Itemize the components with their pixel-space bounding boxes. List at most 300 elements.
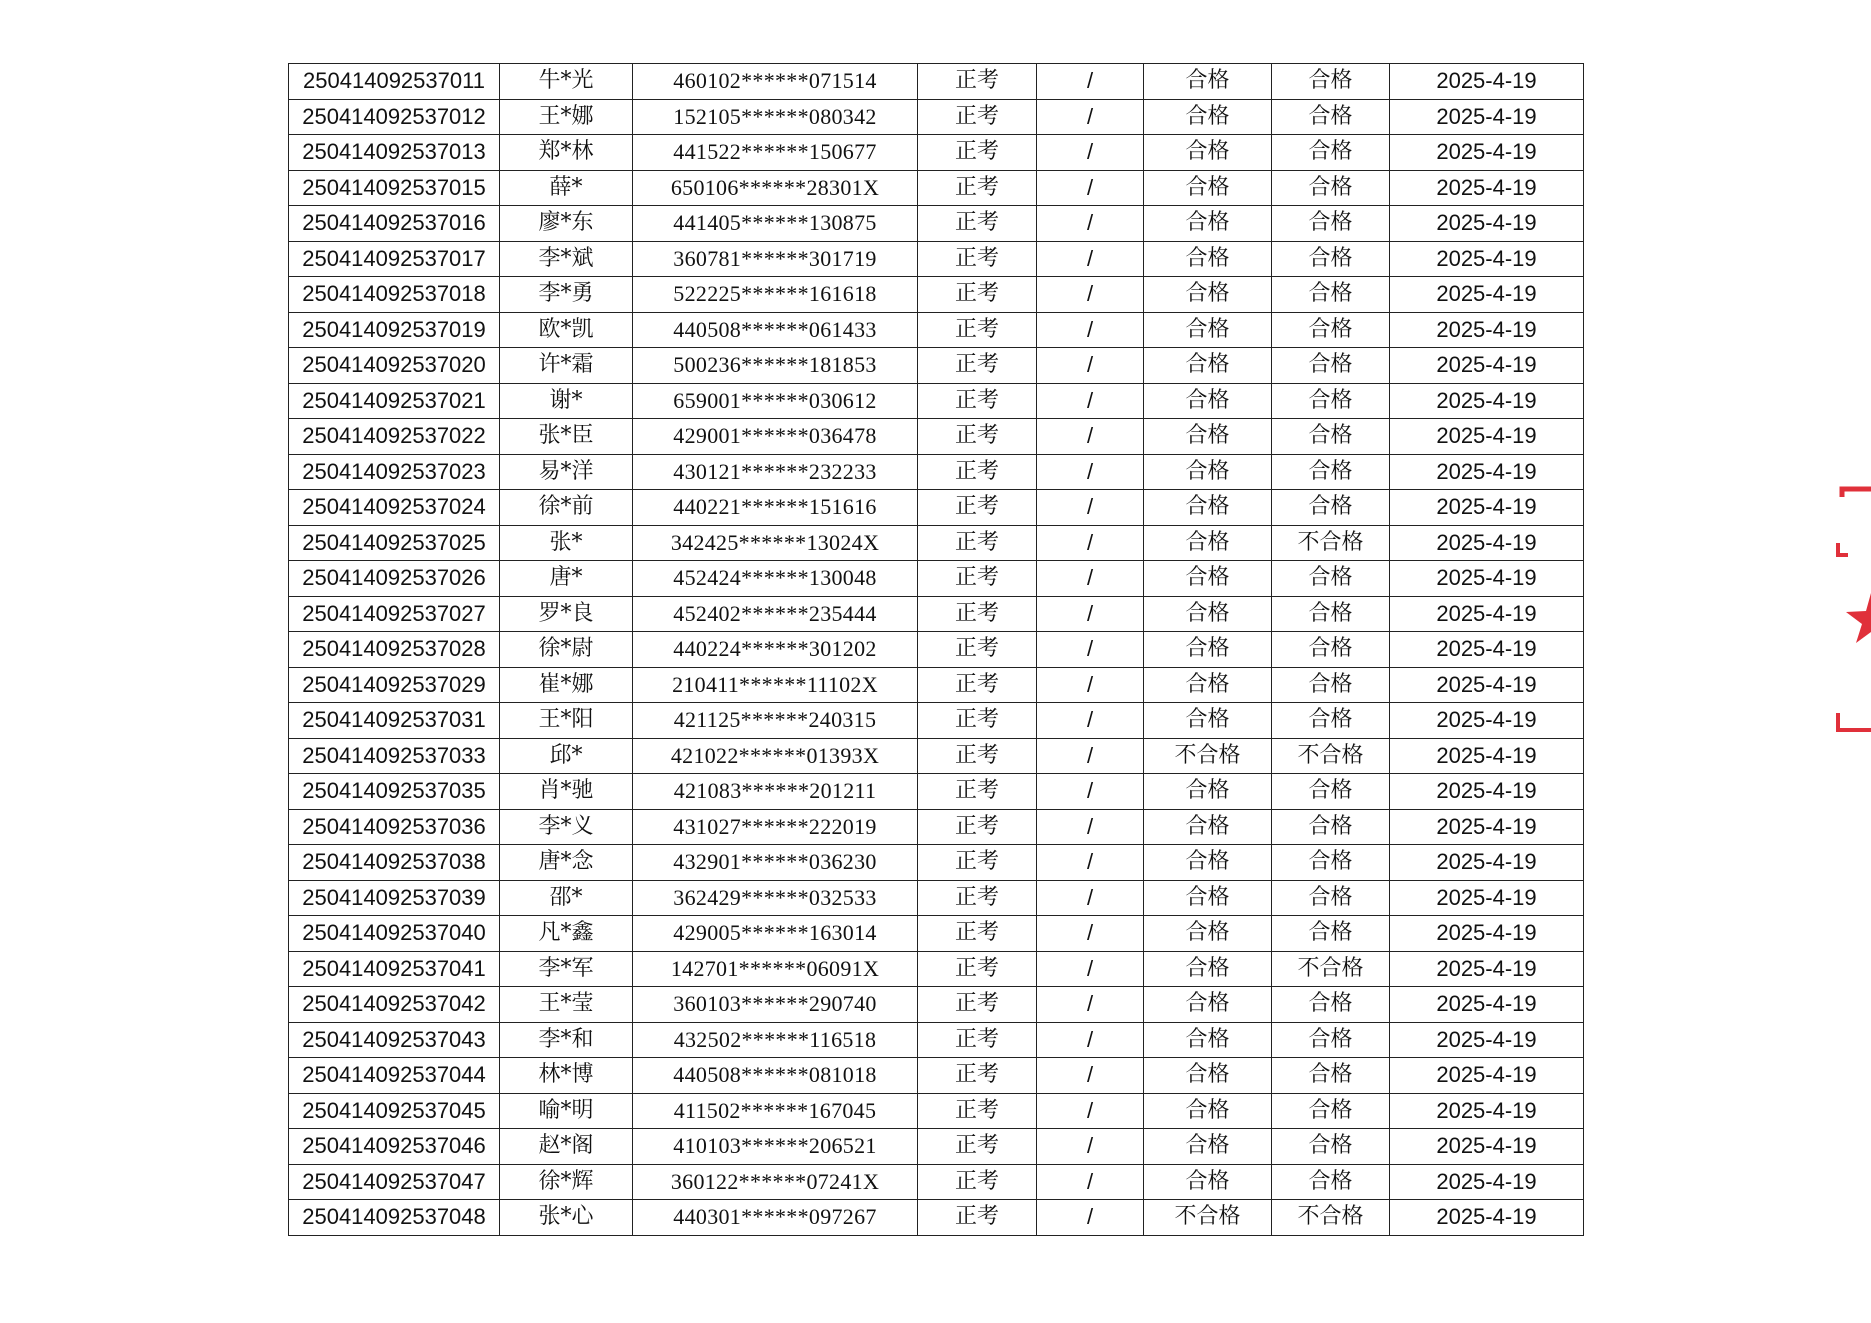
makeup-cell: / (1037, 774, 1144, 810)
name-cell: 谢* (500, 383, 633, 419)
makeup-cell: / (1037, 1058, 1144, 1094)
ticket-number-cell: 250414092537019 (289, 312, 500, 348)
theory-result-cell: 合格 (1144, 135, 1272, 171)
exam-date-cell: 2025-4-19 (1390, 1200, 1584, 1236)
name-cell: 徐*辉 (500, 1164, 633, 1200)
exam-date-cell: 2025-4-19 (1390, 419, 1584, 455)
theory-result-cell: 合格 (1144, 170, 1272, 206)
table-row (289, 454, 1584, 490)
makeup-cell: / (1037, 951, 1144, 987)
exam-type-cell: 正考 (918, 987, 1037, 1023)
name-cell: 徐*前 (500, 490, 633, 526)
exam-date-cell: 2025-4-19 (1390, 1022, 1584, 1058)
exam-type-cell: 正考 (918, 1164, 1037, 1200)
makeup-cell: / (1037, 1164, 1144, 1200)
exam-type-cell: 正考 (918, 738, 1037, 774)
table-row (289, 880, 1584, 916)
theory-result-cell: 合格 (1144, 987, 1272, 1023)
practice-result-cell: 合格 (1272, 916, 1390, 952)
ticket-number-cell: 250414092537042 (289, 987, 500, 1023)
name-cell: 罗*良 (500, 596, 633, 632)
makeup-cell: / (1037, 206, 1144, 242)
id-number-cell: 360103******290740 (633, 987, 918, 1023)
practice-result-cell: 合格 (1272, 490, 1390, 526)
exam-type-cell: 正考 (918, 312, 1037, 348)
table-row (289, 1093, 1584, 1129)
ticket-number-cell: 250414092537045 (289, 1093, 500, 1129)
name-cell: 李*和 (500, 1022, 633, 1058)
name-cell: 邱* (500, 738, 633, 774)
name-cell: 王*阳 (500, 703, 633, 739)
exam-date-cell: 2025-4-19 (1390, 170, 1584, 206)
name-cell: 赵*阁 (500, 1129, 633, 1165)
exam-type-cell: 正考 (918, 916, 1037, 952)
exam-date-cell: 2025-4-19 (1390, 845, 1584, 881)
table-row (289, 1129, 1584, 1165)
exam-type-cell: 正考 (918, 951, 1037, 987)
id-number-cell: 650106******28301X (633, 170, 918, 206)
makeup-cell: / (1037, 312, 1144, 348)
practice-result-cell: 合格 (1272, 348, 1390, 384)
practice-result-cell: 合格 (1272, 774, 1390, 810)
practice-result-cell: 合格 (1272, 312, 1390, 348)
practice-result-cell: 合格 (1272, 987, 1390, 1023)
id-number-cell: 429001******036478 (633, 419, 918, 455)
exam-date-cell: 2025-4-19 (1390, 951, 1584, 987)
exam-date-cell: 2025-4-19 (1390, 454, 1584, 490)
practice-result-cell: 合格 (1272, 1093, 1390, 1129)
id-number-cell: 411502******167045 (633, 1093, 918, 1129)
practice-result-cell: 合格 (1272, 206, 1390, 242)
exam-date-cell: 2025-4-19 (1390, 1129, 1584, 1165)
exam-date-cell: 2025-4-19 (1390, 809, 1584, 845)
exam-date-cell: 2025-4-19 (1390, 312, 1584, 348)
ticket-number-cell: 250414092537021 (289, 383, 500, 419)
table-row (289, 419, 1584, 455)
id-number-cell: 440301******097267 (633, 1200, 918, 1236)
table-row (289, 845, 1584, 881)
table-row (289, 206, 1584, 242)
table-row (289, 241, 1584, 277)
exam-type-cell: 正考 (918, 809, 1037, 845)
id-number-cell: 421125******240315 (633, 703, 918, 739)
exam-date-cell: 2025-4-19 (1390, 277, 1584, 313)
makeup-cell: / (1037, 135, 1144, 171)
makeup-cell: / (1037, 1200, 1144, 1236)
table-row (289, 1164, 1584, 1200)
name-cell: 廖*东 (500, 206, 633, 242)
theory-result-cell: 合格 (1144, 880, 1272, 916)
id-number-cell: 440221******151616 (633, 490, 918, 526)
ticket-number-cell: 250414092537029 (289, 667, 500, 703)
table-row (289, 987, 1584, 1023)
practice-result-cell: 合格 (1272, 703, 1390, 739)
practice-result-cell: 合格 (1272, 454, 1390, 490)
exam-date-cell: 2025-4-19 (1390, 738, 1584, 774)
exam-type-cell: 正考 (918, 490, 1037, 526)
table-row (289, 1022, 1584, 1058)
practice-result-cell: 合格 (1272, 667, 1390, 703)
table-row (289, 135, 1584, 171)
ticket-number-cell: 250414092537022 (289, 419, 500, 455)
exam-type-cell: 正考 (918, 632, 1037, 668)
exam-type-cell: 正考 (918, 561, 1037, 597)
exam-type-cell: 正考 (918, 348, 1037, 384)
id-number-cell: 440508******081018 (633, 1058, 918, 1094)
name-cell: 李*斌 (500, 241, 633, 277)
exam-date-cell: 2025-4-19 (1390, 880, 1584, 916)
id-number-cell: 522225******161618 (633, 277, 918, 313)
id-number-cell: 360122******07241X (633, 1164, 918, 1200)
exam-date-cell: 2025-4-19 (1390, 667, 1584, 703)
theory-result-cell: 合格 (1144, 951, 1272, 987)
practice-result-cell: 合格 (1272, 845, 1390, 881)
exam-type-cell: 正考 (918, 1093, 1037, 1129)
exam-date-cell: 2025-4-19 (1390, 916, 1584, 952)
practice-result-cell: 合格 (1272, 170, 1390, 206)
makeup-cell: / (1037, 383, 1144, 419)
exam-date-cell: 2025-4-19 (1390, 703, 1584, 739)
id-number-cell: 142701******06091X (633, 951, 918, 987)
exam-type-cell: 正考 (918, 703, 1037, 739)
ticket-number-cell: 250414092537038 (289, 845, 500, 881)
theory-result-cell: 合格 (1144, 916, 1272, 952)
id-number-cell: 410103******206521 (633, 1129, 918, 1165)
name-cell: 凡*鑫 (500, 916, 633, 952)
exam-type-cell: 正考 (918, 454, 1037, 490)
makeup-cell: / (1037, 419, 1144, 455)
theory-result-cell: 合格 (1144, 383, 1272, 419)
exam-type-cell: 正考 (918, 383, 1037, 419)
name-cell: 唐*念 (500, 845, 633, 881)
ticket-number-cell: 250414092537023 (289, 454, 500, 490)
table-row (289, 632, 1584, 668)
table-row (289, 490, 1584, 526)
ticket-number-cell: 250414092537040 (289, 916, 500, 952)
makeup-cell: / (1037, 1022, 1144, 1058)
exam-type-cell: 正考 (918, 277, 1037, 313)
practice-result-cell: 合格 (1272, 277, 1390, 313)
ticket-number-cell: 250414092537043 (289, 1022, 500, 1058)
name-cell: 李*勇 (500, 277, 633, 313)
ticket-number-cell: 250414092537020 (289, 348, 500, 384)
ticket-number-cell: 250414092537011 (289, 64, 500, 100)
id-number-cell: 362429******032533 (633, 880, 918, 916)
exam-type-cell: 正考 (918, 64, 1037, 100)
name-cell: 张* (500, 525, 633, 561)
makeup-cell: / (1037, 1129, 1144, 1165)
exam-type-cell: 正考 (918, 206, 1037, 242)
theory-result-cell: 合格 (1144, 312, 1272, 348)
practice-result-cell: 不合格 (1272, 525, 1390, 561)
ticket-number-cell: 250414092537031 (289, 703, 500, 739)
practice-result-cell: 合格 (1272, 419, 1390, 455)
table-row (289, 1200, 1584, 1236)
table-row (289, 774, 1584, 810)
makeup-cell: / (1037, 561, 1144, 597)
theory-result-cell: 合格 (1144, 277, 1272, 313)
table-row (289, 738, 1584, 774)
practice-result-cell: 合格 (1272, 64, 1390, 100)
theory-result-cell: 合格 (1144, 1058, 1272, 1094)
practice-result-cell: 合格 (1272, 1058, 1390, 1094)
ticket-number-cell: 250414092537035 (289, 774, 500, 810)
ticket-number-cell: 250414092537046 (289, 1129, 500, 1165)
exam-type-cell: 正考 (918, 1200, 1037, 1236)
table-row (289, 561, 1584, 597)
id-number-cell: 152105******080342 (633, 99, 918, 135)
practice-result-cell: 不合格 (1272, 738, 1390, 774)
ticket-number-cell: 250414092537027 (289, 596, 500, 632)
exam-type-cell: 正考 (918, 99, 1037, 135)
ticket-number-cell: 250414092537028 (289, 632, 500, 668)
theory-result-cell: 合格 (1144, 241, 1272, 277)
name-cell: 肖*驰 (500, 774, 633, 810)
ticket-number-cell: 250414092537017 (289, 241, 500, 277)
makeup-cell: / (1037, 99, 1144, 135)
makeup-cell: / (1037, 64, 1144, 100)
practice-result-cell: 合格 (1272, 383, 1390, 419)
exam-date-cell: 2025-4-19 (1390, 64, 1584, 100)
makeup-cell: / (1037, 1093, 1144, 1129)
ticket-number-cell: 250414092537044 (289, 1058, 500, 1094)
theory-result-cell: 合格 (1144, 525, 1272, 561)
makeup-cell: / (1037, 490, 1144, 526)
makeup-cell: / (1037, 632, 1144, 668)
practice-result-cell: 合格 (1272, 561, 1390, 597)
id-number-cell: 452402******235444 (633, 596, 918, 632)
exam-date-cell: 2025-4-19 (1390, 1058, 1584, 1094)
results-table (288, 63, 1584, 1236)
ticket-number-cell: 250414092537039 (289, 880, 500, 916)
name-cell: 崔*娜 (500, 667, 633, 703)
theory-result-cell: 合格 (1144, 348, 1272, 384)
theory-result-cell: 合格 (1144, 99, 1272, 135)
theory-result-cell: 合格 (1144, 1093, 1272, 1129)
exam-type-cell: 正考 (918, 596, 1037, 632)
makeup-cell: / (1037, 809, 1144, 845)
makeup-cell: / (1037, 703, 1144, 739)
table-row (289, 951, 1584, 987)
ticket-number-cell: 250414092537024 (289, 490, 500, 526)
exam-date-cell: 2025-4-19 (1390, 632, 1584, 668)
exam-type-cell: 正考 (918, 774, 1037, 810)
id-number-cell: 421083******201211 (633, 774, 918, 810)
makeup-cell: / (1037, 170, 1144, 206)
id-number-cell: 441405******130875 (633, 206, 918, 242)
name-cell: 薛* (500, 170, 633, 206)
practice-result-cell: 合格 (1272, 1164, 1390, 1200)
table-row (289, 170, 1584, 206)
table-row (289, 1058, 1584, 1094)
exam-date-cell: 2025-4-19 (1390, 561, 1584, 597)
id-number-cell: 441522******150677 (633, 135, 918, 171)
exam-type-cell: 正考 (918, 135, 1037, 171)
practice-result-cell: 合格 (1272, 880, 1390, 916)
makeup-cell: / (1037, 880, 1144, 916)
table-row (289, 809, 1584, 845)
practice-result-cell: 合格 (1272, 632, 1390, 668)
id-number-cell: 429005******163014 (633, 916, 918, 952)
makeup-cell: / (1037, 987, 1144, 1023)
exam-type-cell: 正考 (918, 170, 1037, 206)
name-cell: 王*莹 (500, 987, 633, 1023)
theory-result-cell: 合格 (1144, 1022, 1272, 1058)
exam-type-cell: 正考 (918, 880, 1037, 916)
id-number-cell: 500236******181853 (633, 348, 918, 384)
table-row (289, 99, 1584, 135)
table-row (289, 667, 1584, 703)
ticket-number-cell: 250414092537033 (289, 738, 500, 774)
theory-result-cell: 合格 (1144, 419, 1272, 455)
makeup-cell: / (1037, 738, 1144, 774)
exam-date-cell: 2025-4-19 (1390, 135, 1584, 171)
makeup-cell: / (1037, 277, 1144, 313)
theory-result-cell: 合格 (1144, 561, 1272, 597)
id-number-cell: 659001******030612 (633, 383, 918, 419)
name-cell: 王*娜 (500, 99, 633, 135)
theory-result-cell: 合格 (1144, 809, 1272, 845)
exam-date-cell: 2025-4-19 (1390, 525, 1584, 561)
table-row (289, 312, 1584, 348)
id-number-cell: 421022******01393X (633, 738, 918, 774)
theory-result-cell: 合格 (1144, 845, 1272, 881)
ticket-number-cell: 250414092537047 (289, 1164, 500, 1200)
exam-date-cell: 2025-4-19 (1390, 1093, 1584, 1129)
ticket-number-cell: 250414092537048 (289, 1200, 500, 1236)
id-number-cell: 440508******061433 (633, 312, 918, 348)
makeup-cell: / (1037, 525, 1144, 561)
exam-type-cell: 正考 (918, 419, 1037, 455)
exam-date-cell: 2025-4-19 (1390, 206, 1584, 242)
makeup-cell: / (1037, 241, 1144, 277)
id-number-cell: 360781******301719 (633, 241, 918, 277)
exam-type-cell: 正考 (918, 667, 1037, 703)
practice-result-cell: 合格 (1272, 1022, 1390, 1058)
theory-result-cell: 合格 (1144, 774, 1272, 810)
practice-result-cell: 不合格 (1272, 1200, 1390, 1236)
id-number-cell: 432901******036230 (633, 845, 918, 881)
practice-result-cell: 合格 (1272, 596, 1390, 632)
practice-result-cell: 合格 (1272, 809, 1390, 845)
ticket-number-cell: 250414092537013 (289, 135, 500, 171)
practice-result-cell: 合格 (1272, 241, 1390, 277)
exam-date-cell: 2025-4-19 (1390, 987, 1584, 1023)
theory-result-cell: 合格 (1144, 1129, 1272, 1165)
theory-result-cell: 合格 (1144, 64, 1272, 100)
practice-result-cell: 合格 (1272, 135, 1390, 171)
theory-result-cell: 合格 (1144, 490, 1272, 526)
name-cell: 欧*凯 (500, 312, 633, 348)
id-number-cell: 440224******301202 (633, 632, 918, 668)
makeup-cell: / (1037, 916, 1144, 952)
name-cell: 李*军 (500, 951, 633, 987)
exam-date-cell: 2025-4-19 (1390, 241, 1584, 277)
name-cell: 许*霜 (500, 348, 633, 384)
exam-date-cell: 2025-4-19 (1390, 774, 1584, 810)
theory-result-cell: 合格 (1144, 596, 1272, 632)
exam-type-cell: 正考 (918, 1022, 1037, 1058)
makeup-cell: / (1037, 348, 1144, 384)
practice-result-cell: 合格 (1272, 99, 1390, 135)
id-number-cell: 342425******13024X (633, 525, 918, 561)
name-cell: 张*心 (500, 1200, 633, 1236)
name-cell: 徐*尉 (500, 632, 633, 668)
theory-result-cell: 不合格 (1144, 738, 1272, 774)
exam-date-cell: 2025-4-19 (1390, 99, 1584, 135)
table-row (289, 596, 1584, 632)
exam-date-cell: 2025-4-19 (1390, 348, 1584, 384)
table-body (289, 64, 1584, 1236)
id-number-cell: 210411******11102X (633, 667, 918, 703)
theory-result-cell: 合格 (1144, 454, 1272, 490)
ticket-number-cell: 250414092537016 (289, 206, 500, 242)
name-cell: 邵* (500, 880, 633, 916)
name-cell: 唐* (500, 561, 633, 597)
id-number-cell: 460102******071514 (633, 64, 918, 100)
ticket-number-cell: 250414092537026 (289, 561, 500, 597)
exam-type-cell: 正考 (918, 845, 1037, 881)
red-seal (1828, 485, 1871, 765)
name-cell: 郑*林 (500, 135, 633, 171)
name-cell: 易*洋 (500, 454, 633, 490)
makeup-cell: / (1037, 454, 1144, 490)
exam-type-cell: 正考 (918, 1058, 1037, 1094)
id-number-cell: 431027******222019 (633, 809, 918, 845)
table-row (289, 383, 1584, 419)
exam-date-cell: 2025-4-19 (1390, 383, 1584, 419)
exam-date-cell: 2025-4-19 (1390, 596, 1584, 632)
theory-result-cell: 合格 (1144, 1164, 1272, 1200)
makeup-cell: / (1037, 667, 1144, 703)
makeup-cell: / (1037, 596, 1144, 632)
ticket-number-cell: 250414092537036 (289, 809, 500, 845)
practice-result-cell: 合格 (1272, 1129, 1390, 1165)
theory-result-cell: 合格 (1144, 632, 1272, 668)
table-row (289, 64, 1584, 100)
ticket-number-cell: 250414092537041 (289, 951, 500, 987)
id-number-cell: 452424******130048 (633, 561, 918, 597)
practice-result-cell: 不合格 (1272, 951, 1390, 987)
theory-result-cell: 合格 (1144, 667, 1272, 703)
table-row (289, 525, 1584, 561)
exam-type-cell: 正考 (918, 1129, 1037, 1165)
table-row (289, 703, 1584, 739)
id-number-cell: 430121******232233 (633, 454, 918, 490)
exam-date-cell: 2025-4-19 (1390, 490, 1584, 526)
name-cell: 喻*明 (500, 1093, 633, 1129)
exam-date-cell: 2025-4-19 (1390, 1164, 1584, 1200)
table-row (289, 348, 1584, 384)
exam-type-cell: 正考 (918, 241, 1037, 277)
table-row (289, 916, 1584, 952)
ticket-number-cell: 250414092537018 (289, 277, 500, 313)
name-cell: 牛*光 (500, 64, 633, 100)
ticket-number-cell: 250414092537025 (289, 525, 500, 561)
table-row (289, 277, 1584, 313)
theory-result-cell: 不合格 (1144, 1200, 1272, 1236)
name-cell: 林*博 (500, 1058, 633, 1094)
name-cell: 李*义 (500, 809, 633, 845)
theory-result-cell: 合格 (1144, 206, 1272, 242)
theory-result-cell: 合格 (1144, 703, 1272, 739)
exam-type-cell: 正考 (918, 525, 1037, 561)
ticket-number-cell: 250414092537012 (289, 99, 500, 135)
name-cell: 张*臣 (500, 419, 633, 455)
ticket-number-cell: 250414092537015 (289, 170, 500, 206)
makeup-cell: / (1037, 845, 1144, 881)
id-number-cell: 432502******116518 (633, 1022, 918, 1058)
